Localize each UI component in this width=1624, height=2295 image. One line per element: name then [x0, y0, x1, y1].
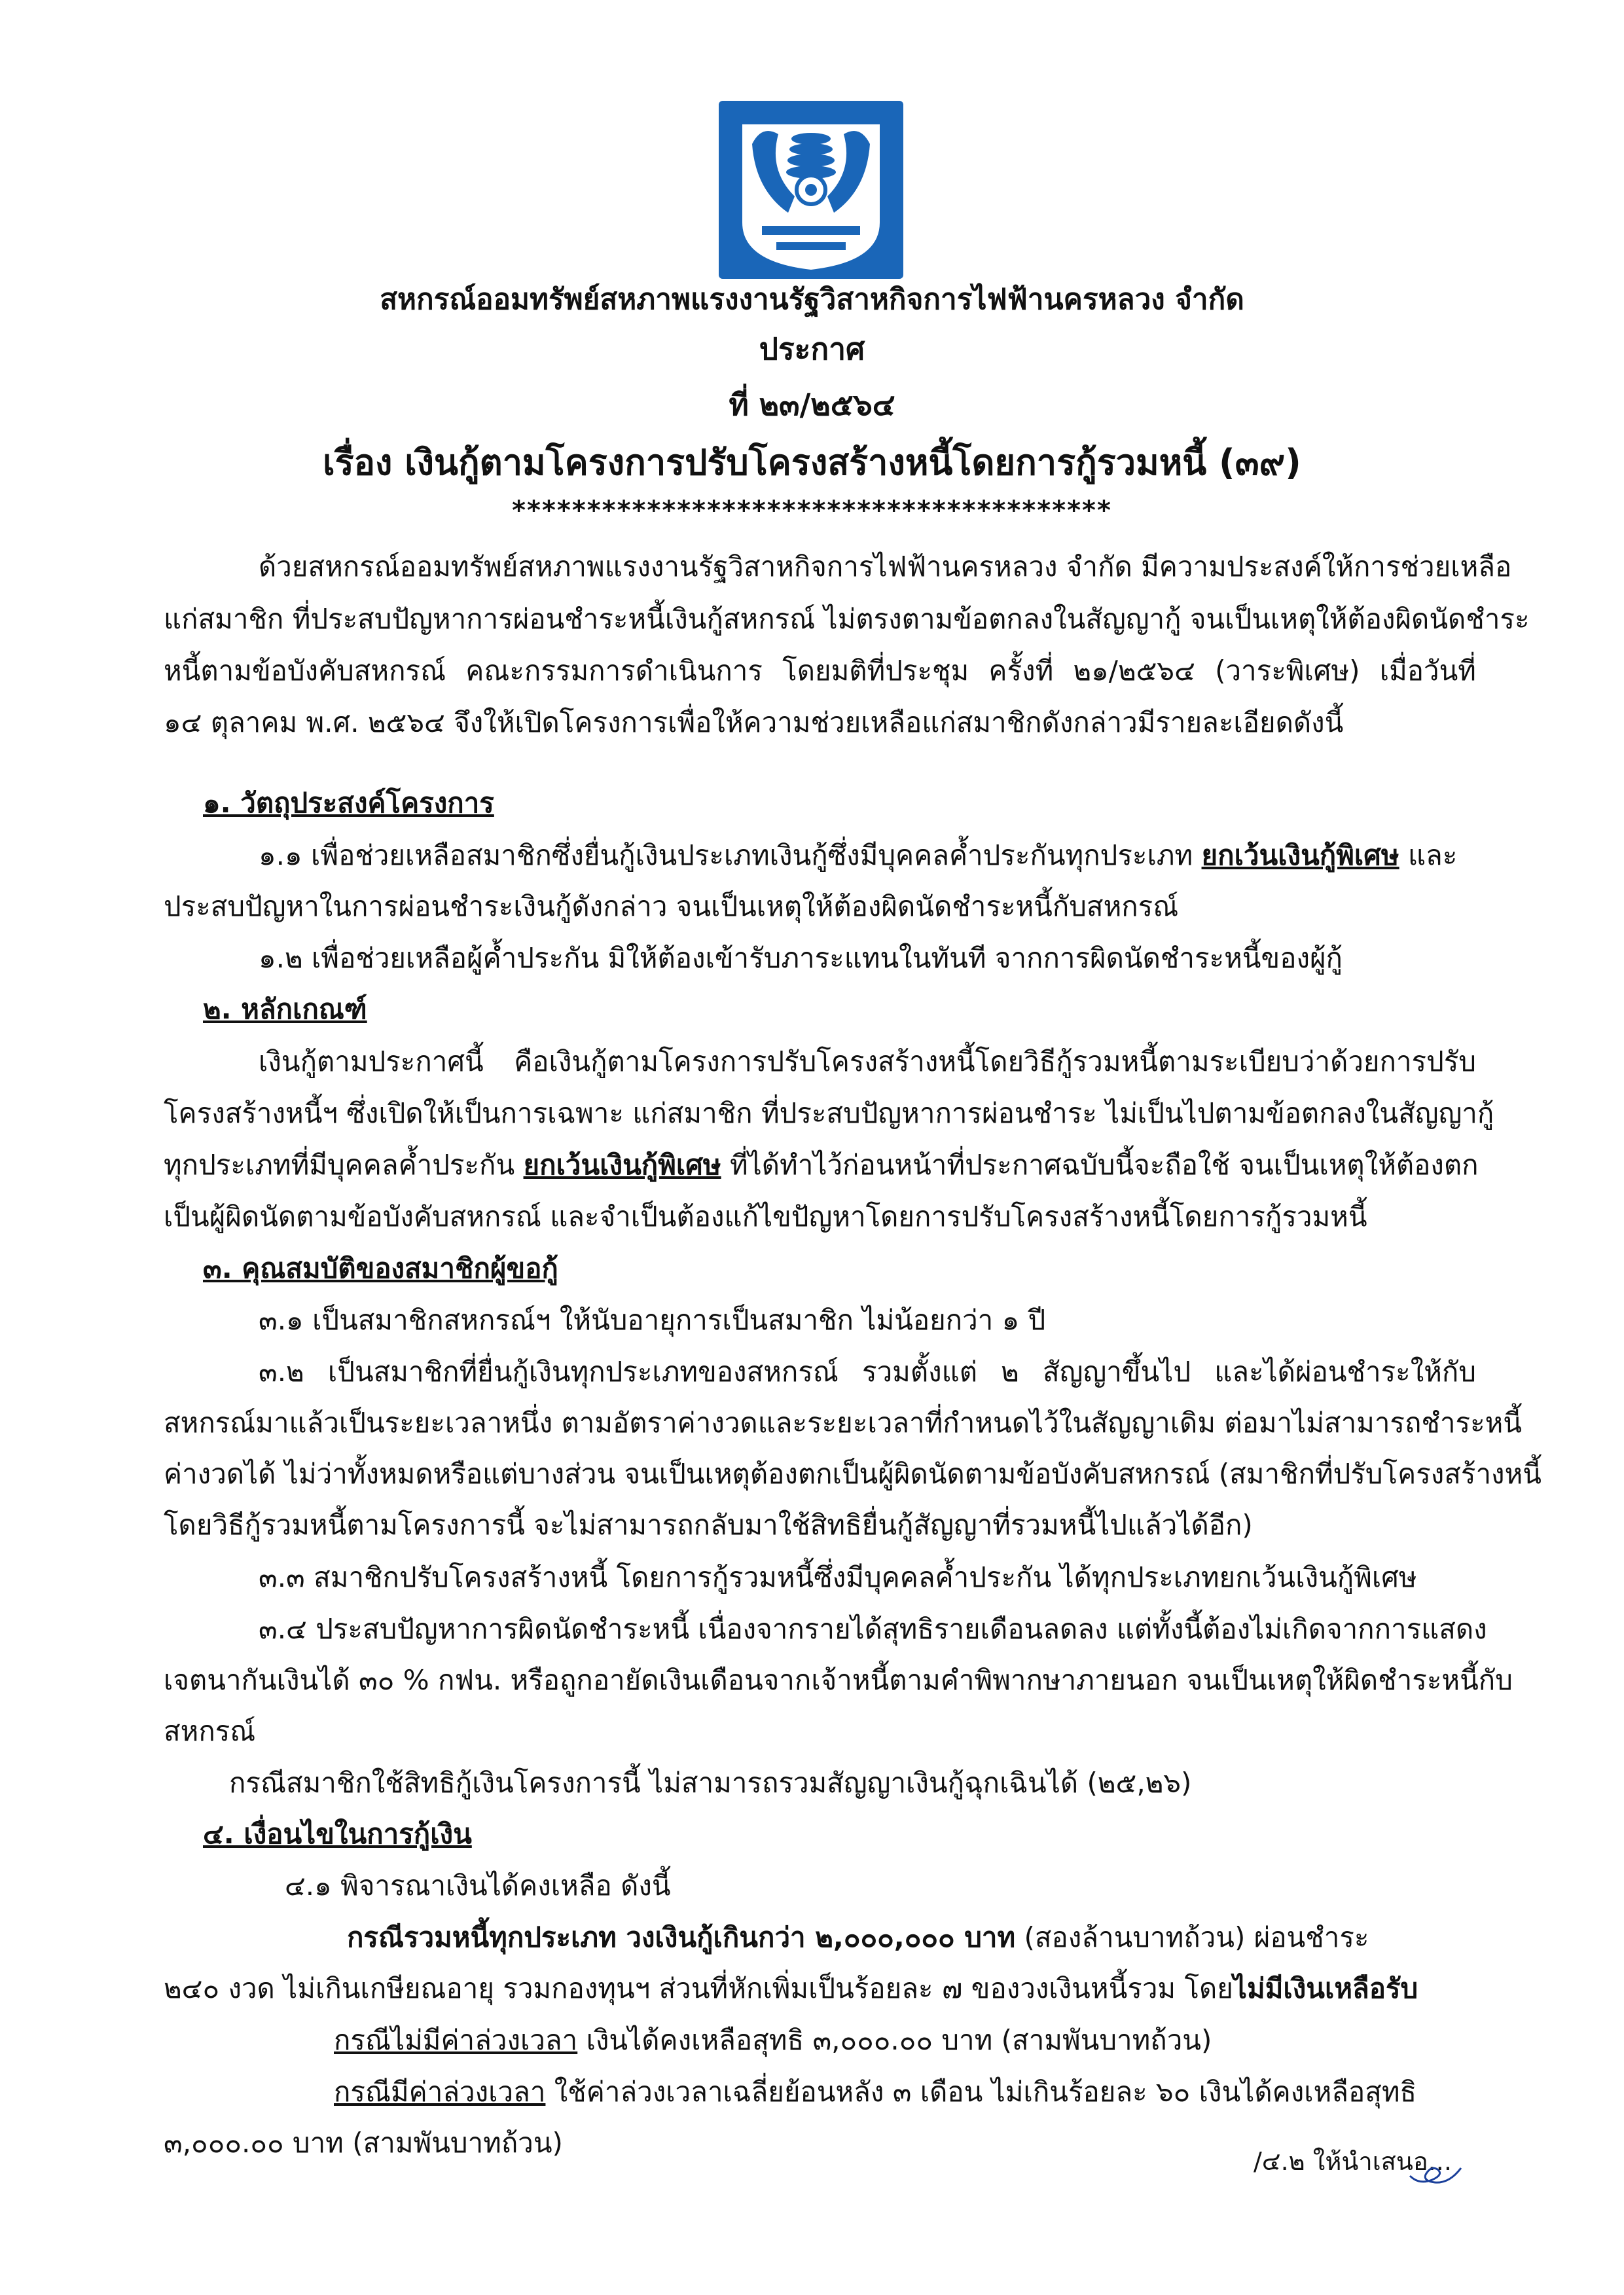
section-4-case-all-debts: กรณีรวมหนี้ทุกประเภท วงเงินกู้เกินกว่า ๒,๐๐๐,๐๐๐ บาท (สองล้านบาทถ้วน) ผ่อนชำระ: [347, 1921, 1369, 1953]
section-4-heading: ๔. เงื่อนไขในการกู้เงิน: [203, 1818, 472, 1850]
section-3-item-1: ๓.๑ เป็นสมาชิกสหกรณ์ฯ ให้นับอายุการเป็นสมาชิก ไม่น้อยกว่า ๑ ปี: [259, 1304, 1046, 1336]
section-3-item-4-cont-2: สหกรณ์: [164, 1715, 256, 1747]
section-2-line-4: เป็นผู้ผิดนัดตามข้อบังคับสหกรณ์ และจำเป็นต้องแก้ไขปัญหาโดยการปรับโครงสร้างหนี้โดยการกู้รวมหนี้: [164, 1201, 1367, 1233]
intro-line-1: ด้วยสหกรณ์ออมทรัพย์สหภาพแรงงานรัฐวิสาหกิจการไฟฟ้านครหลวง จำกัด มีความประสงค์ให้การช่วยเหลือ: [259, 551, 1512, 583]
section-1-item-1-cont: ประสบปัญหาในการผ่อนชำระเงินกู้ดังกล่าว จนเป็นเหตุให้ต้องผิดนัดชำระหนี้กับสหกรณ์: [164, 890, 1179, 922]
section-4-case-all-debts-cont: ๒๔๐ งวด ไม่เกินเกษียณอายุ รวมกองทุนฯ ส่วนที่หักเพิ่มเป็นร้อยละ ๗ ของวงเงินหนี้รวม โดยไม่มีเงินเหลือรับ: [164, 1972, 1418, 2004]
intro-line-4: ๑๔ ตุลาคม พ.ศ. ๒๕๖๔ จึงให้เปิดโครงการเพื่อให้ความช่วยเหลือแก่สมาชิกดังกล่าวมีรายละเอียดดังนี้: [164, 706, 1344, 738]
document-number: ที่ ๒๓/๒๕๖๔: [729, 387, 895, 422]
section-1-item-2: ๑.๒ เพื่อช่วยเหลือผู้ค้ำประกัน มิให้ต้องเข้ารับภาระแทนในทันที จากการผิดนัดชำระหนี้ของผู้กู้: [259, 942, 1343, 974]
section-3-item-2-cont-3: โดยวิธีกู้รวมหนี้ตามโครงการนี้ จะไม่สามารถกลับมาใช้สิทธิยื่นกู้สัญญาที่รวมหนี้ไปแล้วได้อีก): [164, 1509, 1253, 1541]
section-4-case-overtime: กรณีมีค่าล่วงเวลา ใช้ค่าล่วงเวลาเฉลี่ยย้อนหลัง ๓ เดือน ไม่เกินร้อยละ ๖๐ เงินได้คงเหลือสุทธิ: [334, 2076, 1417, 2108]
section-3-note: กรณีสมาชิกใช้สิทธิกู้เงินโครงการนี้ ไม่สามารถรวมสัญญาเงินกู้ฉุกเฉินได้ (๒๕,๒๖): [229, 1767, 1192, 1799]
organization-name: สหกรณ์ออมทรัพย์สหภาพแรงงานรัฐวิสาหกิจการไฟฟ้านครหลวง จำกัด: [380, 283, 1244, 316]
section-4-case-overtime-cont: ๓,๐๐๐.๐๐ บาท (สามพันบาทถ้วน): [164, 2127, 563, 2159]
initials-signature: [1406, 2155, 1465, 2188]
section-2-line-3: ทุกประเภทที่มีบุคคลค้ำประกัน ยกเว้นเงินกู้พิเศษ ที่ได้ทำไว้ก่อนหน้าที่ประกาศฉบับนี้จะถือใช้ จนเป็นเหตุให้ต้องตก: [164, 1149, 1479, 1181]
section-2-heading: ๒. หลักเกณฑ์: [203, 993, 367, 1025]
continue-next-page: /๔.๒ ให้นำเสนอ...: [1254, 2147, 1452, 2176]
intro-line-2: แก่สมาชิก ที่ประสบปัญหาการผ่อนชำระหนี้เงินกู้สหกรณ์ ไม่ตรงตามข้อตกลงในสัญญากู้ จนเป็นเหตุให้ต้องผิดนัดชำระ: [164, 603, 1530, 635]
document-type: ประกาศ: [759, 331, 865, 367]
section-3-heading: ๓. คุณสมบัติของสมาชิกผู้ขอกู้: [203, 1252, 558, 1284]
section-2-line-2: โครงสร้างหนี้ฯ ซึ่งเปิดให้เป็นการเฉพาะ แก่สมาชิก ที่ประสบปัญหาการผ่อนชำระ ไม่เป็นไปตามข้อตกลงในสัญญากู้: [164, 1097, 1494, 1129]
section-3-item-4: ๓.๔ ประสบปัญหาการผิดนัดชำระหนี้ เนื่องจากรายได้สุทธิรายเดือนลดลง แต่ทั้งนี้ต้องไม่เกิดจากการแสดง: [259, 1613, 1487, 1645]
section-3-item-2-cont-1: สหกรณ์มาแล้วเป็นระยะเวลาหนึ่ง ตามอัตราค่างวดและระยะเวลาที่กำหนดไว้ในสัญญาเดิม ต่อมาไม่สามารถชำระหนี้: [164, 1407, 1523, 1439]
separator-stars: ****************************************: [512, 496, 1112, 526]
document-subject: เรื่อง เงินกู้ตามโครงการปรับโครงสร้างหนี้โดยการกู้รวมหนี้ (๓๙): [323, 442, 1301, 483]
section-3-item-2-cont-2: ค่างวดได้ ไม่ว่าทั้งหมดหรือแต่บางส่วน จนเป็นเหตุต้องตกเป็นผู้ผิดนัดตามข้อบังคับสหกรณ์ (สมาชิกที่ปรับโครงสร้างหนี้: [164, 1458, 1542, 1490]
section-3-item-2: ๓.๒ เป็นสมาชิกที่ยื่นกู้เงินทุกประเภทของสหกรณ์ รวมตั้งแต่ ๒ สัญญาขึ้นไป และได้ผ่อนชำระให้กับ: [259, 1356, 1476, 1388]
section-1-heading: ๑. วัตถุประสงค์โครงการ: [203, 787, 494, 819]
section-3-item-3: ๓.๓ สมาชิกปรับโครงสร้างหนี้ โดยการกู้รวมหนี้ซึ่งมีบุคคลค้ำประกัน ได้ทุกประเภทยกเว้นเงินกู้พิเศษ: [259, 1561, 1417, 1593]
cooperative-logo: [716, 98, 906, 281]
section-4-item-1: ๔.๑ พิจารณาเงินได้คงเหลือ ดังนี้: [285, 1870, 671, 1902]
section-4-case-no-overtime: กรณีไม่มีค่าล่วงเวลา เงินได้คงเหลือสุทธิ ๓,๐๐๐.๐๐ บาท (สามพันบาทถ้วน): [334, 2024, 1212, 2056]
section-1-item-1: ๑.๑ เพื่อช่วยเหลือสมาชิกซึ่งยื่นกู้เงินประเภทเงินกู้ซึ่งมีบุคคลค้ำประกันทุกประเภท ยกเว้นเงินกู้พิเศษ และ: [259, 839, 1458, 871]
intro-line-3: หนี้ตามข้อบังคับสหกรณ์ คณะกรรมการดำเนินการ โดยมติที่ประชุม ครั้งที่ ๒๑/๒๕๖๔ (วาระพิเศษ) เมื่อวันที่: [164, 655, 1476, 687]
section-2-line-1: เงินกู้ตามประกาศนี้ คือเงินกู้ตามโครงการปรับโครงสร้างหนี้โดยวิธีกู้รวมหนี้ตามระเบียบว่าด้วยการปรับ: [259, 1045, 1476, 1077]
section-3-item-4-cont-1: เจตนากันเงินได้ ๓๐ % กฟน. หรือถูกอายัดเงินเดือนจากเจ้าหนี้ตามคำพิพากษาภายนอก จนเป็นเหตุให้ผิดชำระหนี้กับ: [164, 1664, 1513, 1696]
